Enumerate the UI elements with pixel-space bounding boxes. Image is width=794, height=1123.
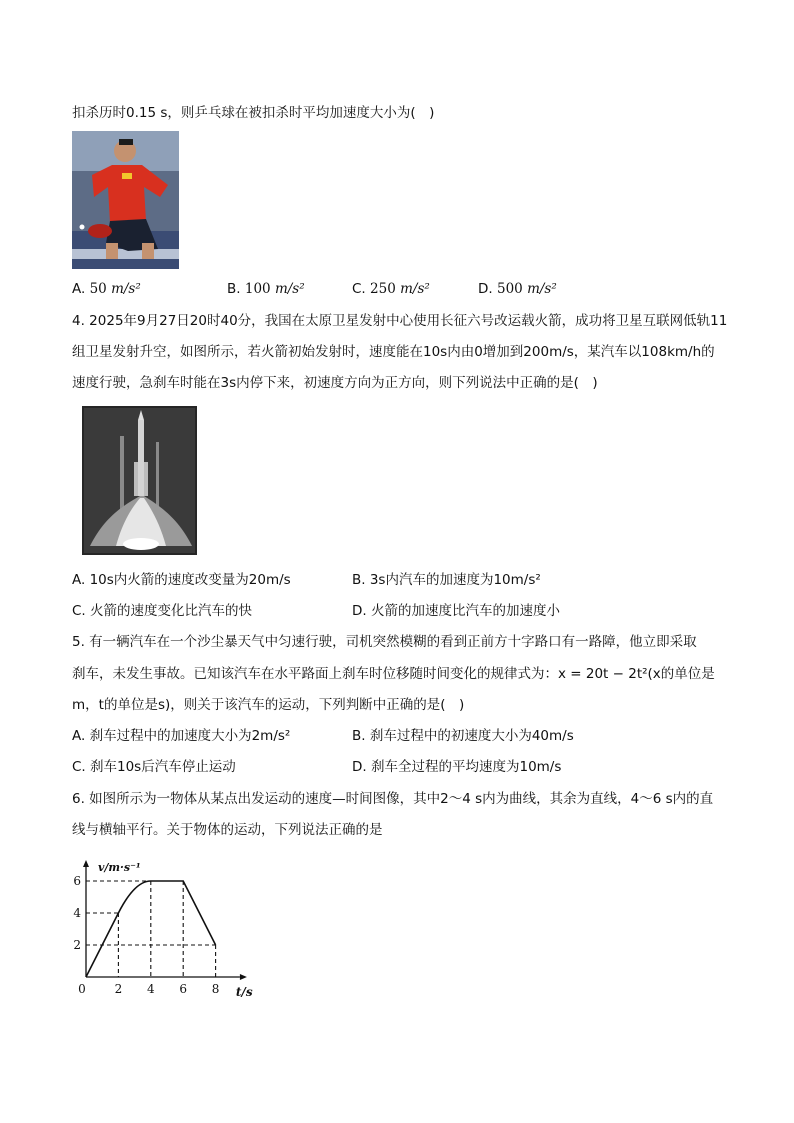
q3-option-b — [227, 280, 305, 298]
option-unit: m/s² — [111, 281, 141, 297]
option-label: B. — [227, 281, 245, 297]
option-label: C. — [352, 281, 371, 297]
rocket-launch-photo — [82, 406, 197, 555]
table-tennis-photo — [72, 131, 179, 269]
option-unit: m/s² — [400, 281, 430, 297]
option-value: 250 — [370, 281, 396, 297]
option-value: 100 — [244, 281, 271, 297]
q3-option-d — [478, 280, 557, 298]
q4-line-3: 速度行驶，急刹车时能在3s内停下来，初速度方向为正方向，则下列说法中正确的是( ) — [72, 375, 598, 391]
x-axis-label: t/s — [235, 985, 253, 999]
q5-option-c: C. 刹车10s后汽车停止运动 — [72, 759, 236, 775]
x-tick-label: 2 — [114, 982, 123, 996]
option-unit: m/s² — [527, 281, 557, 297]
q3-option-c — [352, 280, 430, 298]
q6-line-2: 线与横轴平行。关于物体的运动，下列说法正确的是 — [72, 822, 383, 838]
q4-option-c: C. 火箭的速度变化比汽车的快 — [72, 603, 253, 619]
table-tennis-image — [72, 131, 179, 269]
x-tick-label: 8 — [211, 982, 220, 996]
q4-option-d: D. 火箭的加速度比汽车的加速度小 — [352, 603, 560, 619]
q4-line-1: 4. 2025年9月27日20时40分，我国在太原卫星发射中心使用长征六号改运载火箭，成功将卫星互联网低轨11 — [72, 313, 728, 329]
y-axis-label: v/m·s⁻¹ — [98, 861, 141, 874]
q5-option-d: D. 刹车全过程的平均速度为10m/s — [352, 759, 562, 775]
x-tick-label: 4 — [146, 982, 155, 996]
q6-line-1: 6. 如图所示为一物体从某点出发运动的速度—时间图像，其中2～4 s内为曲线，其余为直线，4～6 s内的直 — [72, 791, 714, 807]
x-tick-label: 6 — [179, 982, 188, 996]
y-tick-label: 4 — [73, 906, 81, 920]
option-label: D. — [478, 281, 497, 297]
y-axis-arrow — [83, 860, 89, 867]
option-value: 50 — [89, 281, 107, 297]
velocity-time-chart — [68, 852, 268, 1002]
q4-line-2: 组卫星发射升空，如图所示，若火箭初始发射时，速度能在10s内由0增加到200m/s，某汽车以108km/h的 — [72, 344, 715, 360]
q3-option-a — [72, 280, 141, 298]
q5-line-1: 5. 有一辆汽车在一个沙尘暴天气中匀速行驶，司机突然模糊的看到正前方十字路口有一路障，他立即采取 — [72, 634, 697, 650]
option-label: A. — [72, 281, 90, 297]
q3-stem-tail: 扣杀历时0.15 s，则乒乓球在被扣杀时平均加速度大小为( ) — [72, 105, 435, 121]
q5-line-2: 刹车，未发生事故。已知该汽车在水平路面上刹车时位移随时间变化的规律式为：x = 20t − 2t²(x的单位是 — [72, 666, 715, 682]
q5-line-3: m，t的单位是s)，则关于该汽车的运动，下列判断中正确的是( ) — [72, 697, 465, 713]
y-tick-label: 2 — [73, 938, 81, 952]
q5-option-b: B. 刹车过程中的初速度大小为40m/s — [352, 728, 574, 744]
q4-option-b: B. 3s内汽车的加速度为10m/s² — [352, 572, 541, 588]
y-tick-label: 6 — [73, 874, 81, 888]
x-tick-label: 0 — [78, 982, 86, 996]
x-axis-arrow — [240, 974, 247, 980]
q5-option-a: A. 刹车过程中的加速度大小为2m/s² — [72, 728, 291, 744]
rocket-launch-image — [82, 406, 197, 555]
option-value: 500 — [496, 281, 523, 297]
option-unit: m/s² — [274, 281, 305, 297]
q4-option-a: A. 10s内火箭的速度改变量为20m/s — [72, 572, 291, 588]
